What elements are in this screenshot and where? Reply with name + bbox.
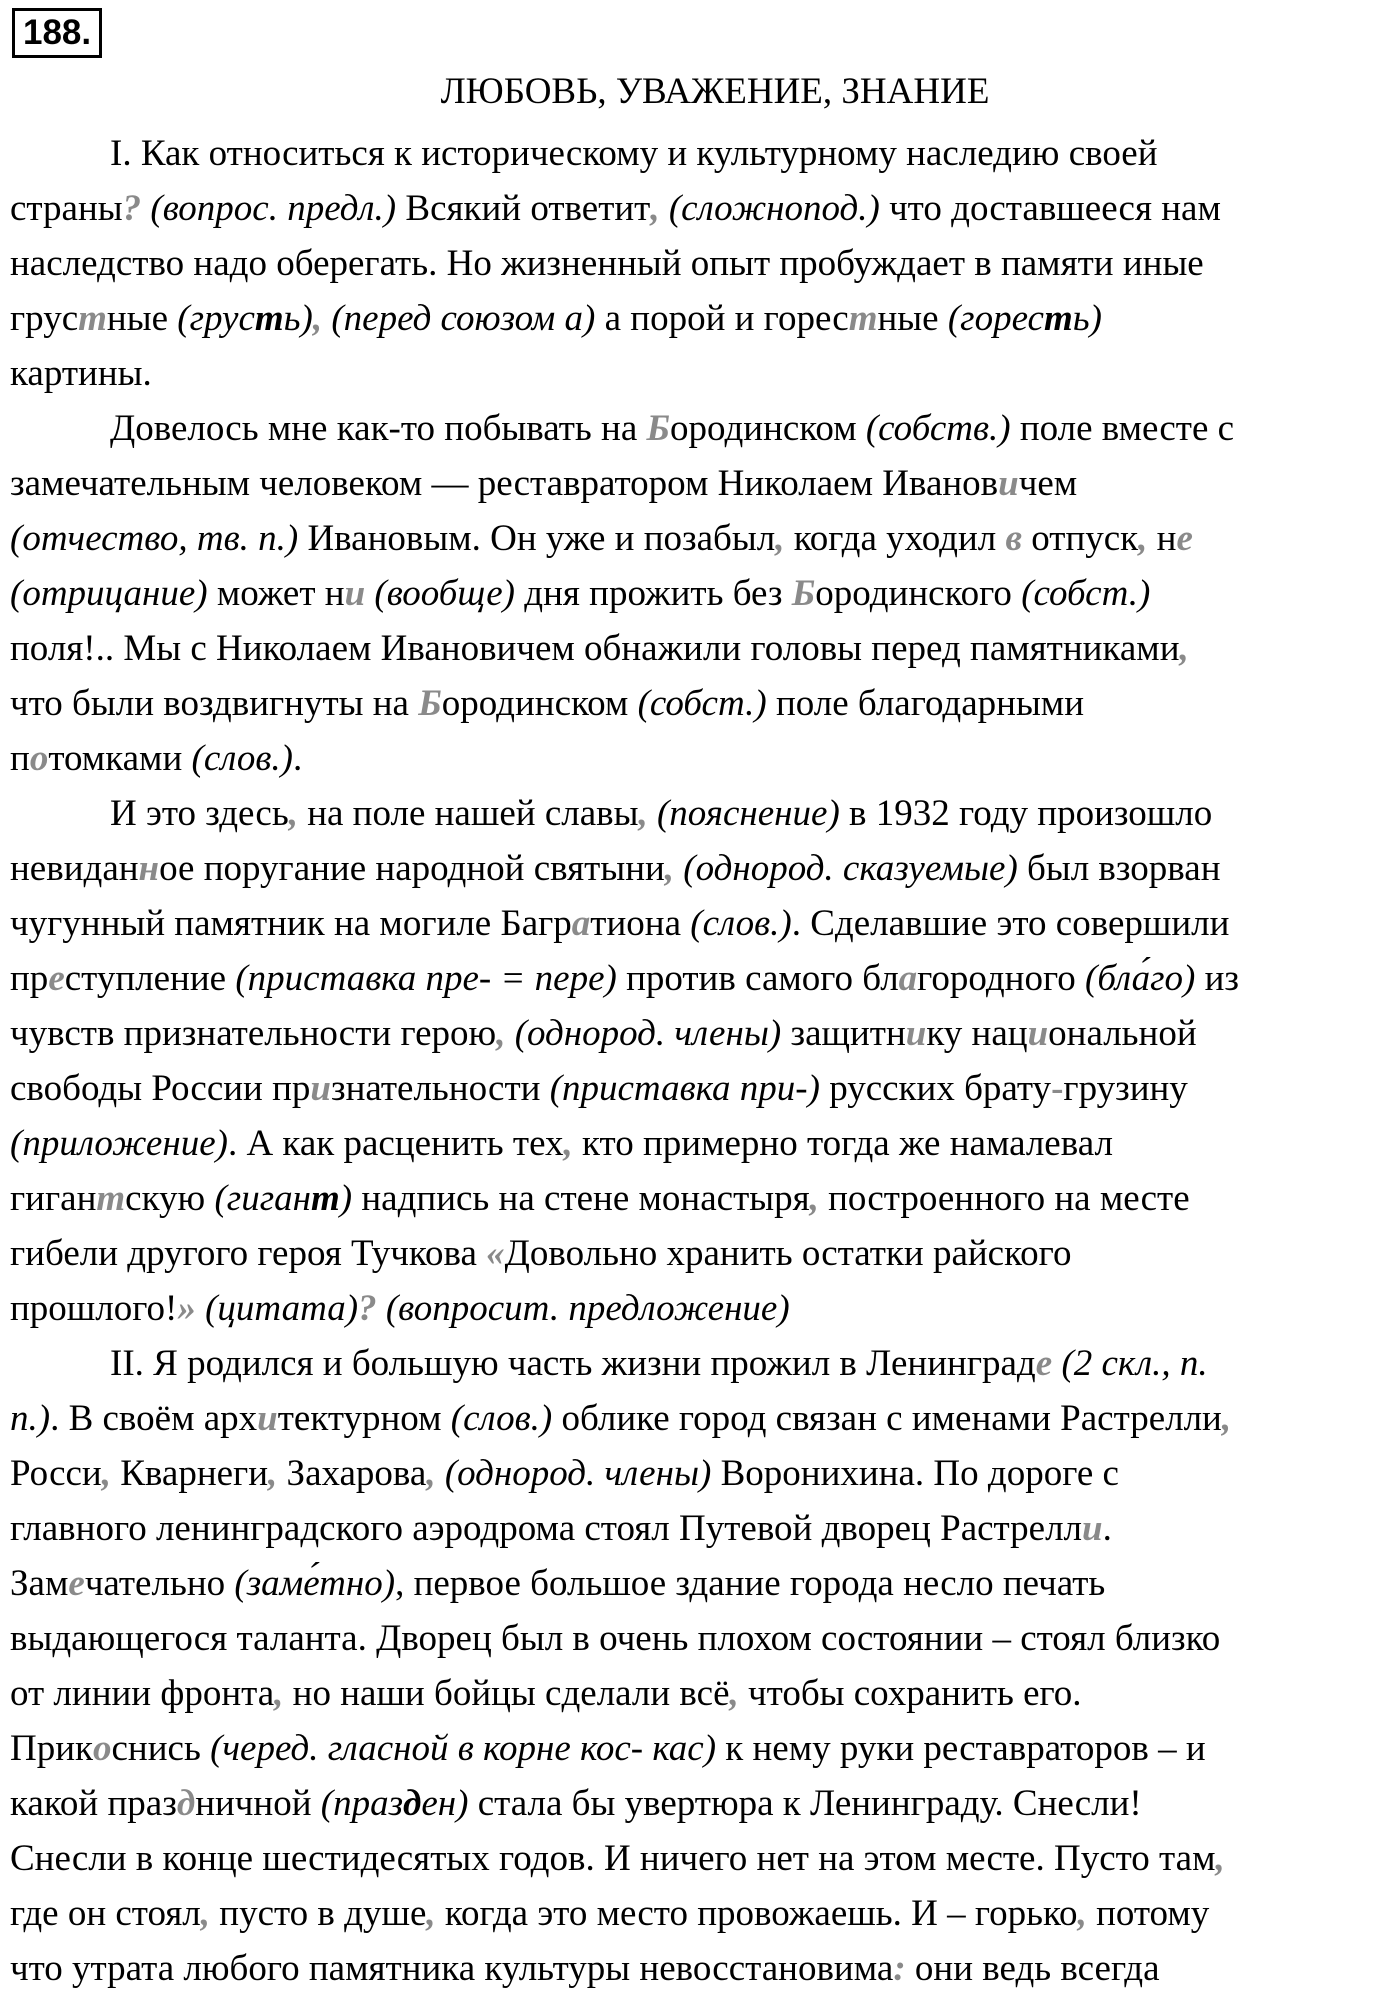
highlighted-letter: , <box>268 1453 278 1494</box>
grammar-note: (гиган <box>214 1178 311 1219</box>
text-run: против самого бл <box>616 958 899 999</box>
text-line <box>10 1501 1395 1556</box>
text-run: картины. <box>10 353 152 394</box>
grammar-note: (приложение) <box>10 1123 228 1164</box>
text-line <box>10 1171 1395 1226</box>
highlighted-letter: е <box>1176 518 1193 559</box>
text-run: поле вместе с <box>1010 408 1235 449</box>
text-run: дня прожить без <box>515 573 792 614</box>
highlighted-letter: и <box>257 1398 278 1439</box>
text-run <box>196 1288 205 1329</box>
text-run: ные <box>877 298 948 339</box>
text-run: . <box>292 738 303 779</box>
text-run <box>505 1013 514 1054</box>
highlighted-letter: т <box>96 1178 126 1219</box>
grammar-note: (вопрос. предл.) <box>150 188 397 229</box>
text-line <box>10 346 1395 401</box>
text-line <box>10 1281 1395 1336</box>
text-run: ородинского <box>815 573 1022 614</box>
text-run: от линии фронта <box>10 1673 275 1714</box>
text-line <box>10 1006 1395 1061</box>
grammar-note: (собст.) <box>637 683 767 724</box>
text-run: русских брату <box>819 1068 1052 1109</box>
text-line <box>10 621 1395 676</box>
grammar-note: (приставка пре- = пере) <box>235 958 617 999</box>
grammar-note: (бла́го) <box>1085 958 1196 999</box>
text-line <box>10 291 1395 346</box>
text-run: был взорван <box>1017 848 1221 889</box>
highlighted-letter: е <box>48 958 65 999</box>
text-run: томками <box>48 738 192 779</box>
grammar-note: (заме́тно) <box>234 1563 396 1604</box>
highlighted-letter: , <box>809 1178 819 1219</box>
text-run: построенного на месте <box>818 1178 1190 1219</box>
highlighted-letter: т <box>848 298 878 339</box>
text-run <box>365 573 374 614</box>
highlighted-letter: е <box>68 1563 85 1604</box>
text-line <box>10 841 1395 896</box>
emphasized-letter: т <box>311 1178 340 1219</box>
highlighted-letter: » <box>177 1288 196 1329</box>
text-run: . А как расценить тех <box>227 1123 564 1164</box>
text-run: скую <box>125 1178 215 1219</box>
text-run: поле благодарными <box>766 683 1085 724</box>
text-line <box>10 1831 1395 1886</box>
exercise-text <box>10 126 1395 1996</box>
grammar-note: (собст.) <box>1021 573 1151 614</box>
grammar-note: (2 скл., п. <box>1061 1343 1208 1384</box>
text-run: надпись на стене монастыря <box>352 1178 810 1219</box>
text-run: чугунный памятник на могиле Багр <box>10 903 572 944</box>
grammar-note: ен) <box>421 1783 469 1824</box>
highlighted-letter: , <box>426 1453 436 1494</box>
highlighted-letter: , <box>563 1123 573 1164</box>
text-line <box>10 1886 1395 1941</box>
grammar-note: (горес <box>947 298 1044 339</box>
text-run: свободы России пр <box>10 1068 311 1109</box>
text-run: невидан <box>10 848 139 889</box>
text-run: Снесли в конце шестидесятых годов. И ничего нет на этом месте. Пусто там <box>10 1838 1216 1879</box>
text-line <box>10 456 1395 511</box>
highlighted-letter: о <box>93 1728 112 1769</box>
text-run <box>436 1453 445 1494</box>
text-line <box>10 1116 1395 1171</box>
highlighted-letter: , <box>664 848 675 889</box>
highlighted-letter: Б <box>791 573 816 614</box>
text-run: чувств признательности герою <box>10 1013 497 1054</box>
text-run: п <box>10 738 30 779</box>
text-run: пусто в душе <box>210 1893 427 1934</box>
text-run: Захарова <box>277 1453 427 1494</box>
highlighted-letter: и <box>905 1013 927 1054</box>
text-run: ку нац <box>926 1013 1028 1054</box>
grammar-note: (цитата) <box>205 1288 359 1329</box>
highlighted-letter: Б <box>418 683 442 724</box>
highlighted-letter: о <box>29 738 49 779</box>
text-run: ональной <box>1048 1013 1197 1054</box>
highlighted-letter: и <box>1082 1508 1103 1549</box>
highlighted-letter: д <box>176 1783 196 1824</box>
text-line <box>10 126 1395 181</box>
highlighted-letter: и <box>344 573 366 614</box>
text-run: ступление <box>64 958 236 999</box>
grammar-note: (пояснение) <box>656 793 840 834</box>
text-run: грузину <box>1063 1068 1188 1109</box>
text-run <box>377 1288 386 1329</box>
text-run: они ведь всегда <box>905 1948 1160 1989</box>
text-line <box>10 1556 1395 1611</box>
text-run: Ивановым. Он уже и позабыл <box>298 518 776 559</box>
text-run: может н <box>207 573 345 614</box>
highlighted-letter: , <box>1215 1838 1225 1879</box>
text-run: где он стоял <box>10 1893 201 1934</box>
highlighted-letter: , <box>274 1673 284 1714</box>
grammar-note: (перед союзом а) <box>331 298 596 339</box>
text-line <box>10 731 1395 786</box>
text-run: из <box>1195 958 1240 999</box>
text-run <box>648 793 657 834</box>
highlighted-letter: , <box>1077 1893 1087 1934</box>
highlighted-letter: и <box>1027 1013 1049 1054</box>
highlighted-letter: , <box>729 1673 739 1714</box>
text-run: что были воздвигнуты на <box>10 683 419 724</box>
text-run: Всякий ответит <box>396 188 651 229</box>
text-line <box>10 1226 1395 1281</box>
text-run: ое поругание народной святыни <box>159 848 665 889</box>
text-run: Воронихина. По дороге с <box>711 1453 1119 1494</box>
text-run: какой праз <box>10 1783 177 1824</box>
text-run: а порой и горес <box>595 298 849 339</box>
text-run: I. Как относиться к историческому и культурному наследию своей <box>110 133 1158 174</box>
grammar-note: (отрицание) <box>10 573 208 614</box>
text-run: чтобы сохранить его. <box>738 1673 1082 1714</box>
text-run: наследство надо оберегать. Но жизненный опыт пробуждает в памяти иные <box>10 243 1204 284</box>
highlighted-letter: н <box>138 848 160 889</box>
grammar-note: (однород. члены) <box>444 1453 712 1494</box>
text-run: когда это место провожаешь. И – горько <box>435 1893 1078 1934</box>
highlighted-letter: Б <box>646 408 671 449</box>
text-run: гиган <box>10 1178 97 1219</box>
text-run: тектурном <box>277 1398 451 1439</box>
text-run: ничной <box>195 1783 321 1824</box>
text-run: что доставшееся нам <box>879 188 1221 229</box>
text-run: потому <box>1086 1893 1210 1934</box>
text-run: городного <box>917 958 1085 999</box>
highlighted-letter: ? <box>122 188 142 229</box>
text-line <box>10 1446 1395 1501</box>
text-run: грус <box>10 298 79 339</box>
text-line <box>10 1776 1395 1831</box>
text-run: пр <box>10 958 49 999</box>
text-run: Прик <box>10 1728 93 1769</box>
highlighted-letter: е <box>1035 1343 1053 1384</box>
text-run: Кварнеги <box>110 1453 269 1494</box>
grammar-note: (собств.) <box>865 408 1011 449</box>
highlighted-letter: а <box>571 903 591 944</box>
text-run: чательно <box>84 1563 235 1604</box>
text-run: в <box>980 463 999 504</box>
grammar-note: (слов.) <box>450 1398 553 1439</box>
highlighted-letter: и <box>998 463 1019 504</box>
grammar-note: (однород. члены) <box>514 1013 782 1054</box>
grammar-note: (праз <box>320 1783 404 1824</box>
text-line <box>10 1721 1395 1776</box>
highlighted-letter: , <box>650 188 660 229</box>
text-run: отпуск <box>1022 518 1139 559</box>
text-run: выдающегося таланта. Дворец был в очень плохом состоянии – стоял близко <box>10 1618 1221 1659</box>
text-run: к нему руки реставраторов – и <box>716 1728 1206 1769</box>
text-run: на поле нашей славы <box>297 793 639 834</box>
highlighted-letter: , <box>288 793 298 834</box>
highlighted-letter: ? <box>358 1288 377 1329</box>
text-run: поля!.. Мы с Николаем Ивановичем обнажили головы перед памятниками <box>10 628 1180 669</box>
grammar-note: ь) <box>283 298 313 339</box>
text-run: ородинском <box>670 408 866 449</box>
text-run: что утрата любого памятника культуры невосстановима <box>10 1948 894 1989</box>
highlighted-letter: : <box>893 1948 906 1989</box>
emphasized-letter: т <box>254 298 284 339</box>
grammar-note: п.) <box>10 1398 51 1439</box>
text-line <box>10 401 1395 456</box>
grammar-note: (слов.) <box>191 738 293 779</box>
text-run: Зам <box>10 1563 69 1604</box>
text-line <box>10 1611 1395 1666</box>
text-run: Росси <box>10 1453 102 1494</box>
grammar-note: (черед. гласной в корне кос- кас) <box>210 1728 717 1769</box>
highlighted-letter: , <box>312 298 323 339</box>
text-run: ные <box>106 298 178 339</box>
text-run: II. Я родился и большую часть жизни прожил в Ленинград <box>110 1343 1036 1384</box>
text-line <box>10 951 1395 1006</box>
text-line <box>10 896 1395 951</box>
grammar-note: ) <box>339 1178 353 1219</box>
grammar-note: (сложнопод.) <box>668 188 880 229</box>
text-run: в 1932 году произошло <box>839 793 1213 834</box>
text-run: , первое большое здание города несло печать <box>395 1563 1106 1604</box>
highlighted-letter: т <box>78 298 107 339</box>
highlighted-letter: « <box>486 1233 505 1274</box>
emphasized-letter: д <box>403 1783 422 1824</box>
highlighted-letter: , <box>496 1013 506 1054</box>
text-run: тиона <box>590 903 691 944</box>
highlighted-letter: , <box>1138 518 1148 559</box>
highlighted-letter: , <box>101 1453 111 1494</box>
text-line <box>10 1391 1395 1446</box>
text-line <box>10 1941 1395 1996</box>
text-run: . Сделавшие это совершили <box>791 903 1230 944</box>
text-line <box>10 181 1395 236</box>
grammar-note: (однород. сказуемые) <box>683 848 1018 889</box>
text-run: облике город связан с именами Растрелли <box>552 1398 1222 1439</box>
text-run: чем <box>1018 463 1078 504</box>
text-run: кто примерно тогда же намалевал <box>572 1123 1113 1164</box>
grammar-note: (слов.) <box>690 903 792 944</box>
text-line <box>10 1336 1395 1391</box>
text-run: . <box>1102 1508 1112 1549</box>
text-line <box>10 676 1395 731</box>
grammar-note: (вопросит. предложение) <box>385 1288 790 1329</box>
highlighted-letter: , <box>426 1893 436 1934</box>
text-run: . В своём арх <box>50 1398 258 1439</box>
text-run <box>660 188 669 229</box>
highlighted-letter: и <box>310 1068 331 1109</box>
highlighted-letter: , <box>1221 1398 1232 1439</box>
highlighted-mark: - <box>1051 1068 1064 1109</box>
text-run: н <box>1147 518 1177 559</box>
text-run: снись <box>111 1728 211 1769</box>
grammar-note: ь) <box>1072 298 1102 339</box>
text-run: прошлого! <box>10 1288 178 1329</box>
text-line <box>10 1061 1395 1116</box>
text-line <box>10 511 1395 566</box>
text-run <box>322 298 331 339</box>
text-run: гибели другого героя Тучкова <box>10 1233 487 1274</box>
text-run: Довольно хранить остатки райского <box>504 1233 1072 1274</box>
text-run: И это здесь <box>110 793 289 834</box>
text-run: когда уходил <box>784 518 1006 559</box>
text-line <box>10 1666 1395 1721</box>
highlighted-letter: , <box>1179 628 1189 669</box>
text-run: замечательным человеком — реставратором Николаем Ивано <box>10 463 981 504</box>
grammar-note: (отчество, тв. п.) <box>10 518 299 559</box>
text-run <box>674 848 683 889</box>
emphasized-letter: т <box>1043 298 1073 339</box>
text-title: ЛЮБОВЬ, УВАЖЕНИЕ, ЗНАНИЕ <box>440 71 990 112</box>
exercise-number: 188. <box>12 8 102 58</box>
highlighted-letter: , <box>775 518 785 559</box>
highlighted-letter: , <box>638 793 648 834</box>
text-run: страны <box>10 188 123 229</box>
text-line <box>10 786 1395 841</box>
text-run: Довелось мне как-то побывать на <box>110 408 647 449</box>
grammar-note: (приставка при-) <box>549 1068 820 1109</box>
text-line <box>10 236 1395 291</box>
text-line <box>10 566 1395 621</box>
highlighted-letter: , <box>200 1893 211 1934</box>
text-run <box>141 188 150 229</box>
text-run: знательности <box>331 1068 550 1109</box>
text-run: главного ленинградского аэродрома стоял Путевой дворец Растрелл <box>10 1508 1083 1549</box>
text-run: защитн <box>781 1013 906 1054</box>
highlighted-letter: а <box>898 958 918 999</box>
text-run: стала бы увертюра к Ленинграду. Снесли! <box>468 1783 1142 1824</box>
grammar-note: (вообще) <box>374 573 516 614</box>
text-run: ородинском <box>441 683 638 724</box>
grammar-note: (грус <box>177 298 255 339</box>
text-run: но наши бойцы сделали всё <box>283 1673 730 1714</box>
highlighted-letter: в <box>1005 518 1023 559</box>
